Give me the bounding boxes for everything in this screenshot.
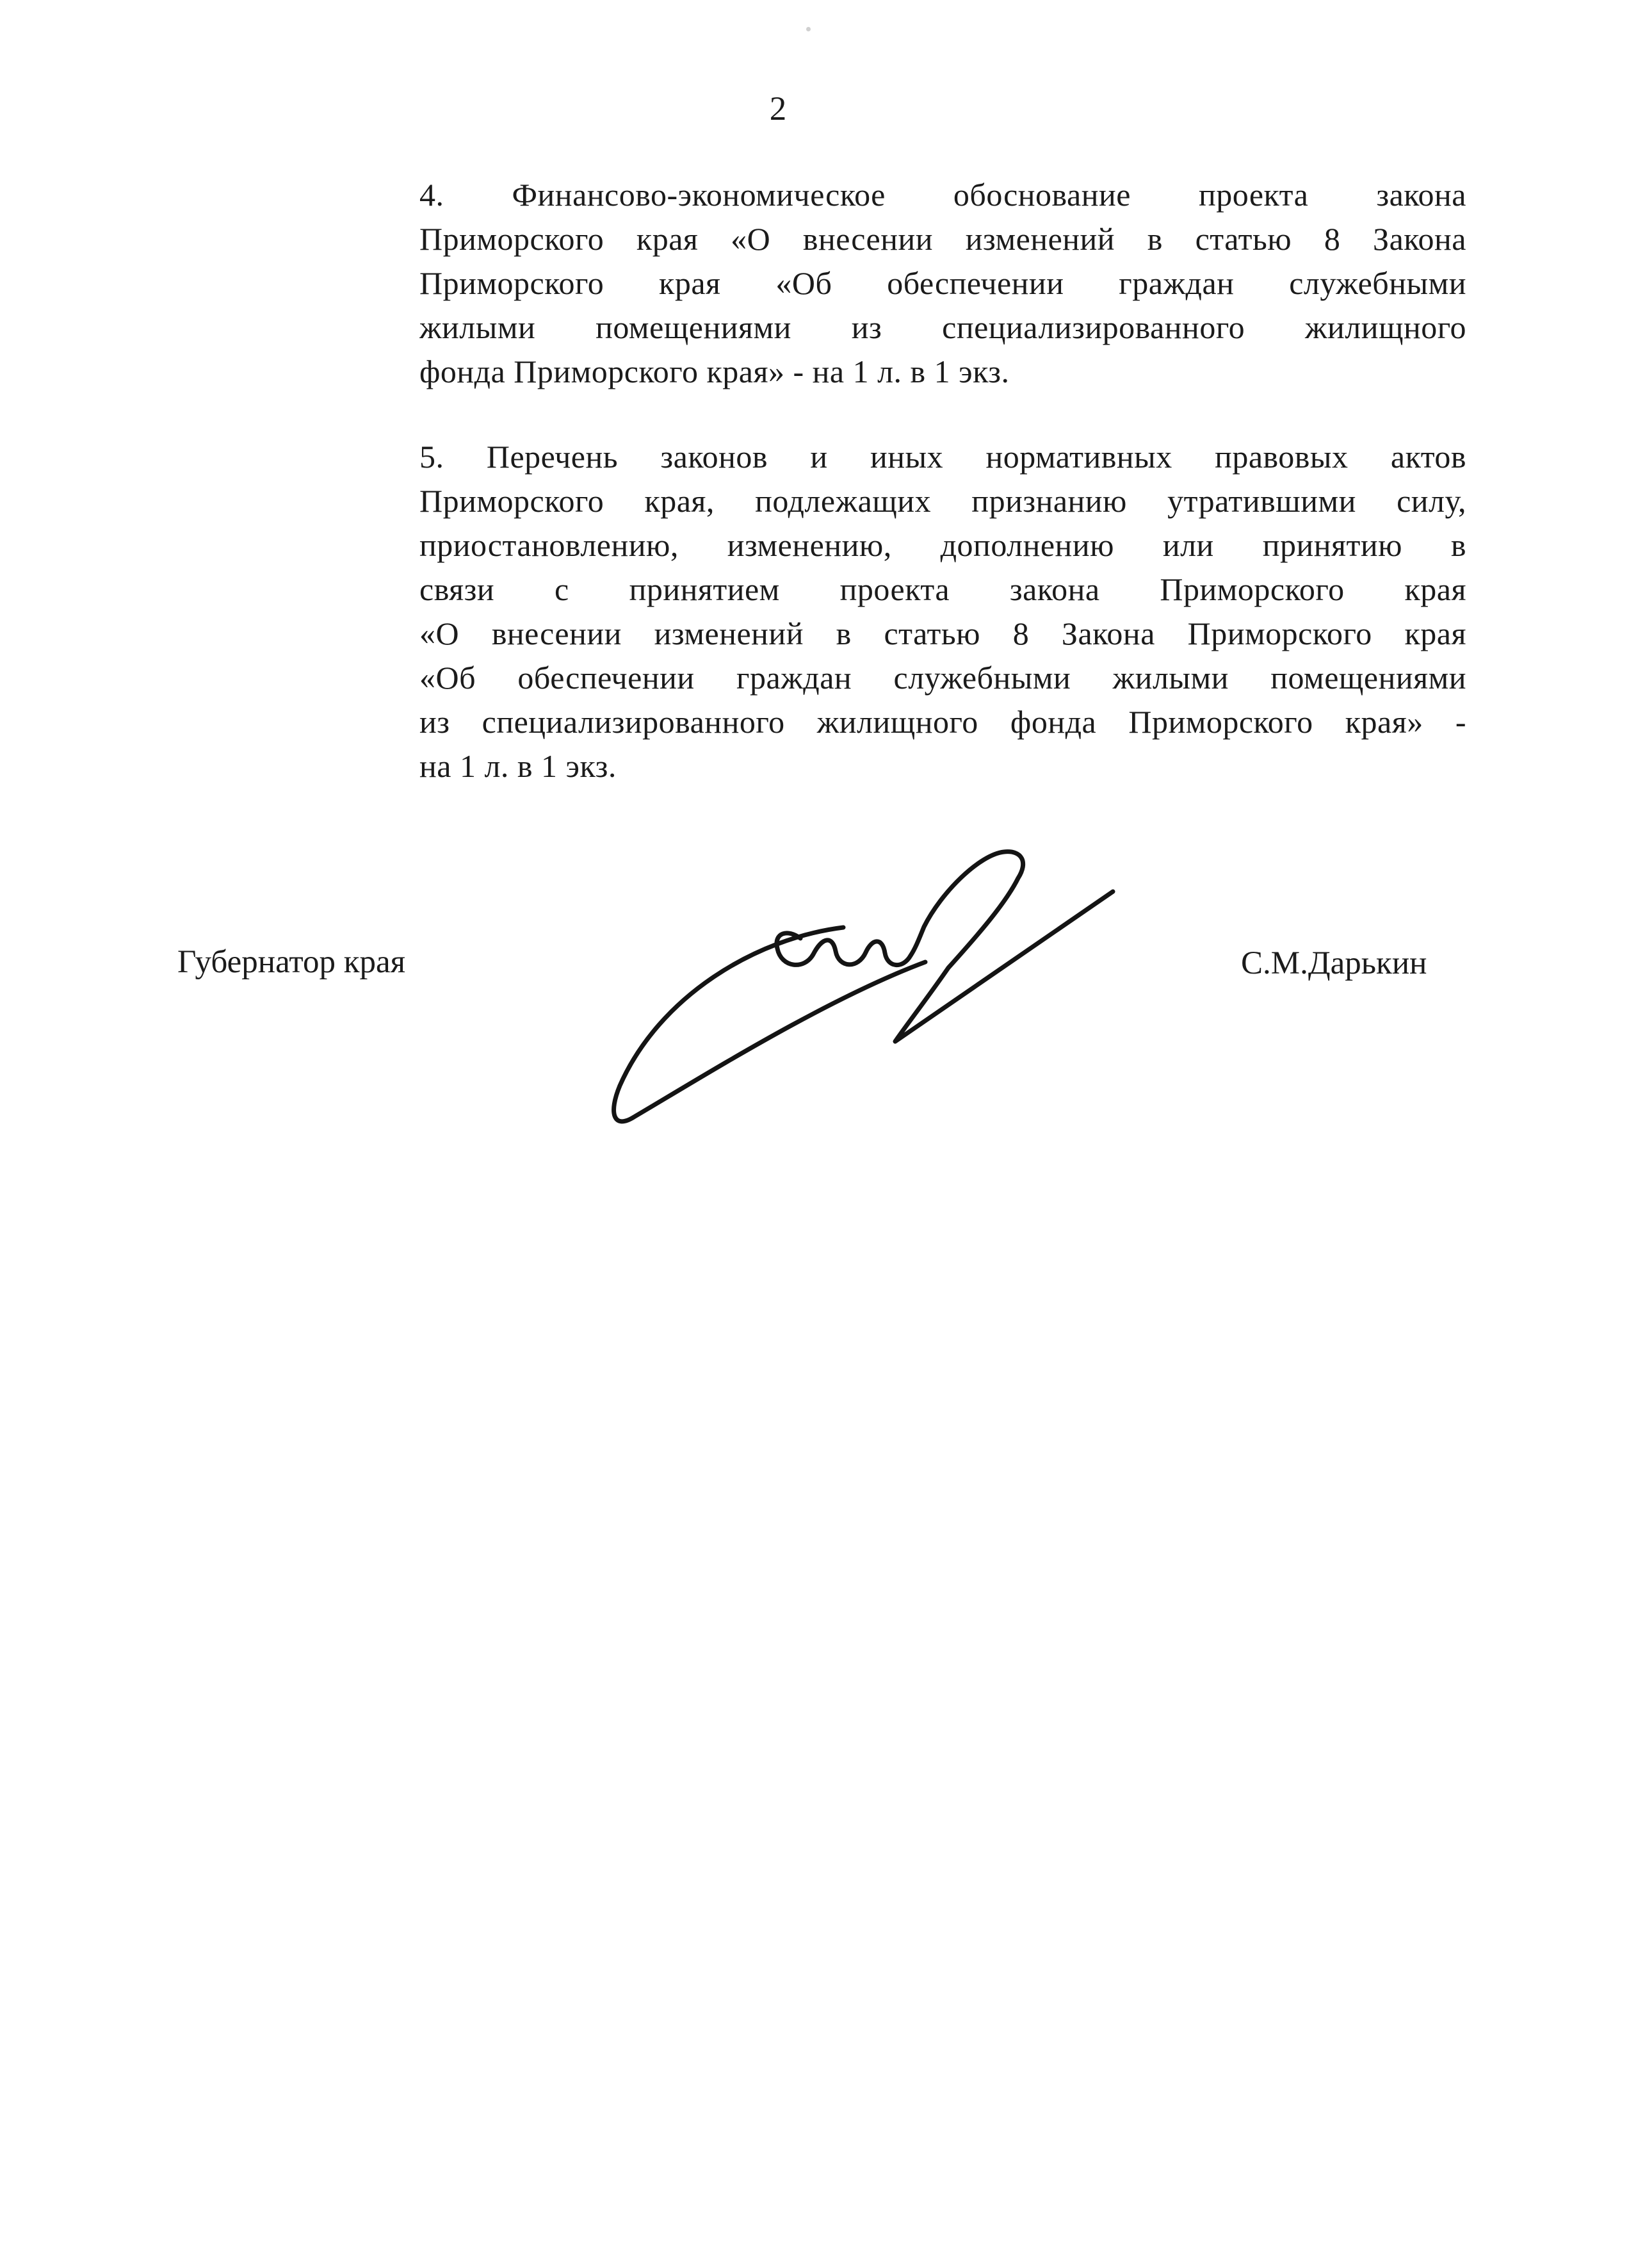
text-line: Приморского края «О внесении изменений в статью 8 Закона <box>419 221 1466 257</box>
text-line: связи с принятием проекта закона Приморского края <box>419 571 1466 607</box>
page-number: 2 <box>769 90 787 127</box>
text-line: «Об обеспечении граждан служебными жилыми помещениями <box>419 660 1466 696</box>
text-line: «О внесении изменений в статью 8 Закона Приморского края <box>419 616 1466 651</box>
text-line: Приморского края «Об обеспечении граждан служебными <box>419 265 1466 301</box>
paragraph-5 <box>419 435 1466 788</box>
text-line: из специализированного жилищного фонда Приморского края» - <box>419 704 1466 740</box>
text-line: жилыми помещениями из специализированного жилищного <box>419 309 1466 345</box>
text-line: 5. Перечень законов и иных нормативных правовых актов <box>419 439 1466 475</box>
scan-artifact-dot <box>806 27 811 31</box>
text-line: на 1 л. в 1 экз. <box>419 748 617 784</box>
signer-title-label: Губернатор края <box>177 944 406 980</box>
text-line: приостановлению, изменению, дополнению или принятию в <box>419 527 1466 563</box>
text-line: Приморского края, подлежащих признанию утратившими силу, <box>419 483 1466 519</box>
paragraph-4 <box>419 173 1466 394</box>
text-line: 4. Финансово-экономическое обоснование проекта закона <box>419 177 1466 213</box>
handwritten-signature-icon <box>557 756 1133 1140</box>
text-line: фонда Приморского края» - на 1 л. в 1 экз. <box>419 354 1010 389</box>
signer-name: С.М.Дарькин <box>1241 945 1427 981</box>
